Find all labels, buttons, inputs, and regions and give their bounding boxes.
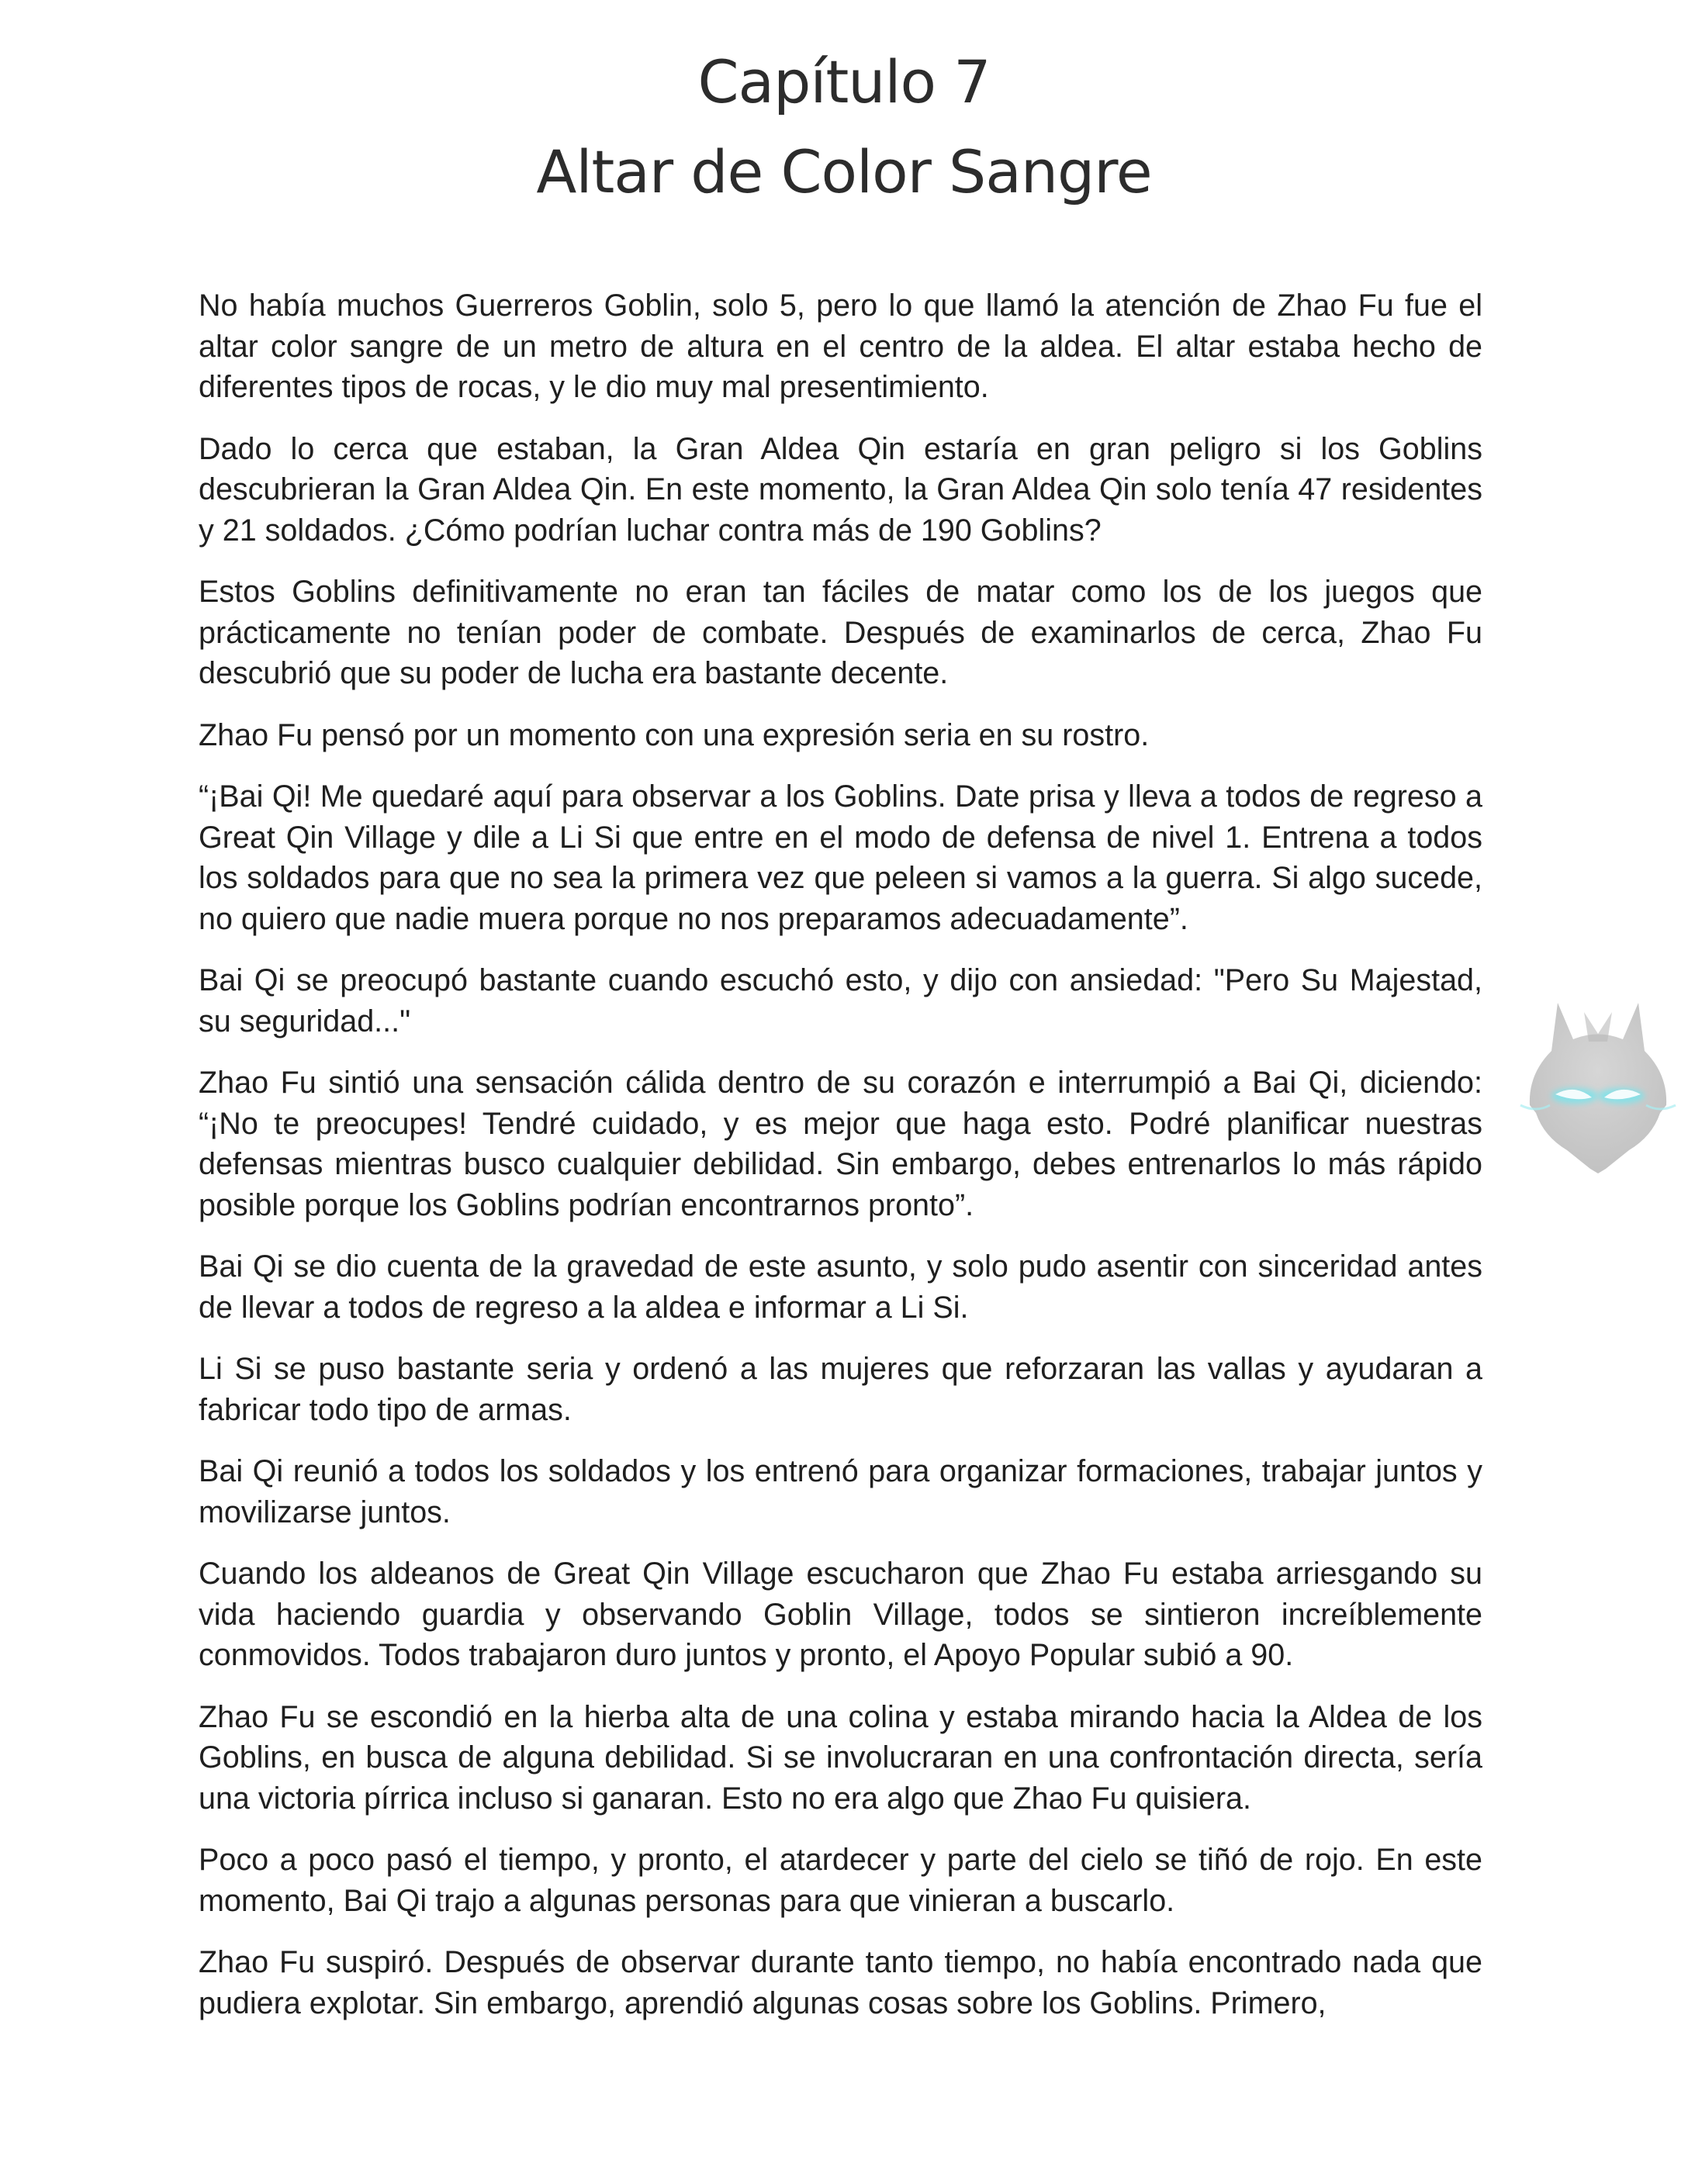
- paragraph: Cuando los aldeanos de Great Qin Village escucharon que Zhao Fu estaba arriesgando su vida haciendo guardia y observando Goblin Village, todos se sintieron increíblemente conmovidos. Todos trabajaron duro juntos y pronto, el Apoyo Popular subió a 90.: [199, 1557, 1482, 1672]
- paragraph: Bai Qi se dio cuenta de la gravedad de este asunto, y solo pudo asentir con sinceridad antes de llevar a todos de regreso a la aldea e informar a Li Si.: [199, 1249, 1482, 1325]
- chapter-number: Capítulo 7: [697, 47, 991, 116]
- paragraph: No había muchos Guerreros Goblin, solo 5, pero lo que llamó la atención de Zhao Fu fue el altar color sangre de un metro de altura en el centro de la aldea. El altar estaba hecho de diferentes tipos de rocas, y le dio muy mal presentimiento.: [199, 289, 1482, 404]
- paragraph: Estos Goblins definitivamente no eran tan fáciles de matar como los de los juegos que prácticamente no tenían poder de combate. Después de examinarlos de cerca, Zhao Fu descubrió que su poder de lucha era bastante decente.: [199, 575, 1482, 690]
- chapter-header: [0, 37, 1688, 217]
- demon-head-icon: [1513, 997, 1683, 1175]
- paragraph: Zhao Fu suspiró. Después de observar durante tanto tiempo, no había encontrado nada que pudiera explotar. Sin embargo, aprendió algunas cosas sobre los Goblins. Primero,: [199, 1945, 1482, 2020]
- paragraph: “¡Bai Qi! Me quedaré aquí para observar a los Goblins. Date prisa y lleva a todos de regreso a Great Qin Village y dile a Li Si que entre en el modo de defensa de nivel 1. Entrena a todos los soldados para que no sea la primera vez que peleen si vamos a la guerra. Si algo sucede, no quiero que nadie muera porque no nos preparamos adecuadamente”.: [199, 779, 1482, 936]
- chapter-title: Altar de Color Sangre: [536, 137, 1152, 206]
- paragraph: Zhao Fu se escondió en la hierba alta de una colina y estaba mirando hacia la Aldea de los Goblins, en busca de alguna debilidad. Si se involucraran en una confrontación directa, sería una victoria pírrica incluso si ganaran. Esto no era algo que Zhao Fu quisiera.: [199, 1699, 1482, 1816]
- paragraph: Bai Qi se preocupó bastante cuando escuchó esto, y dijo con ansiedad: "Pero Su Majestad, su seguridad...": [199, 963, 1482, 1038]
- paragraph: Li Si se puso bastante seria y ordenó a las mujeres que reforzaran las vallas y ayudaran a fabricar todo tipo de armas.: [199, 1352, 1482, 1427]
- paragraph: Poco a poco pasó el tiempo, y pronto, el atardecer y parte del cielo se tiñó de rojo. En este momento, Bai Qi trajo a algunas personas para que vinieran a buscarlo.: [199, 1843, 1482, 1918]
- chapter-body: [199, 285, 1482, 2044]
- paragraph: Zhao Fu pensó por un momento con una expresión seria en su rostro.: [199, 717, 1150, 752]
- paragraph: Bai Qi reunió a todos los soldados y los entrenó para organizar formaciones, trabajar juntos y movilizarse juntos.: [199, 1454, 1482, 1529]
- demon-head-shape: [1530, 1003, 1666, 1173]
- paragraph: Dado lo cerca que estaban, la Gran Aldea Qin estaría en gran peligro si los Goblins descubrieran la Gran Aldea Qin. En este momento, la Gran Aldea Qin solo tenía 47 residentes y 21 soldados. ¿Cómo podrían luchar contra más de 190 Goblins?: [199, 431, 1482, 548]
- paragraph: Zhao Fu sintió una sensación cálida dentro de su corazón e interrumpió a Bai Qi, diciendo: “¡No te preocupes! Tendré cuidado, y es mejor que haga esto. Podré planificar nuestras defensas mientras busco cualquier debilidad. Sin embargo, debes entrenarlos lo más rápido posible porque los Goblins podrían encontrarnos pronto”.: [199, 1066, 1482, 1222]
